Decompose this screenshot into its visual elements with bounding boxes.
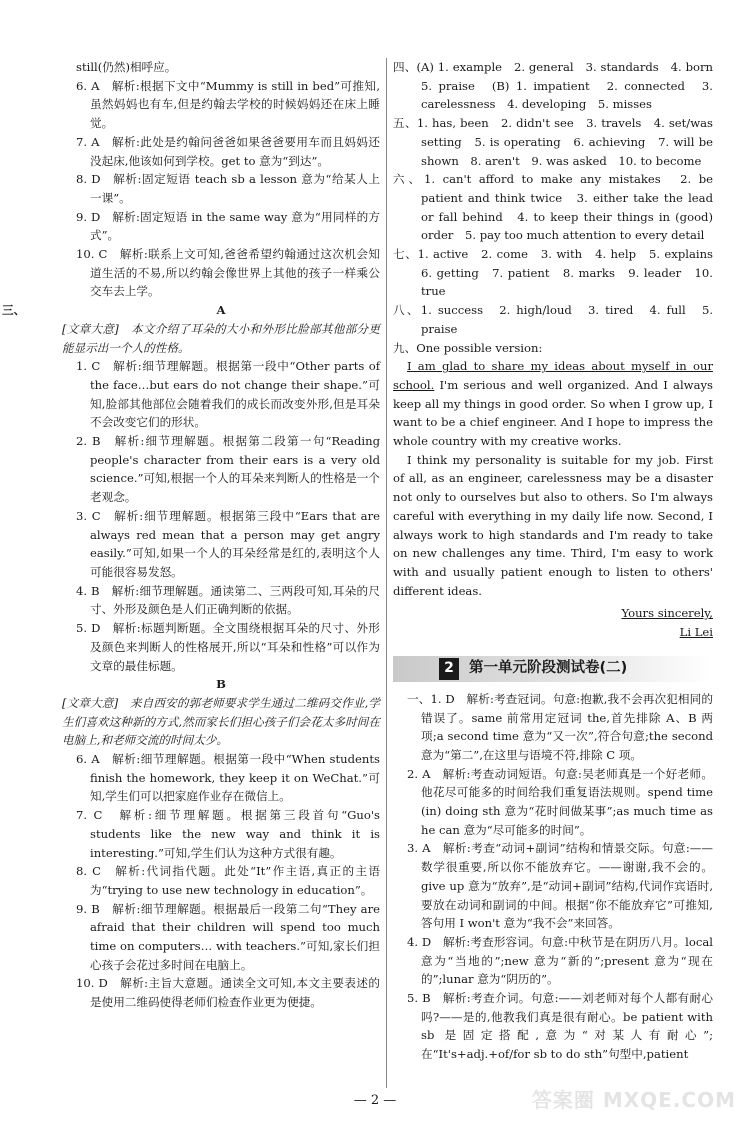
test-2-answers	[393, 690, 713, 1064]
summary-a: [文章大意] 本文介绍了耳朵的大小和外形比脸部其他部分更能显示出一个人的性格。	[62, 321, 380, 355]
section-4-answers	[393, 58, 725, 114]
section-3-header	[2, 301, 380, 320]
answer-item: 5. B 解析:考查介词。句意:——刘老师对每个人都有耐心吗?——是的,他教我们真是很有耐心。be patient with sb 是固定搭配,意为“对某人有耐心”;在“It's+adj.+of/for sb to do sth”句型中,patient	[407, 991, 713, 1062]
text-line: still(仍然)相呼应。	[76, 60, 177, 74]
part-a-answers	[62, 357, 380, 675]
section-3-mark: 三、	[2, 303, 26, 318]
section-5-answers	[393, 114, 713, 170]
answer-item: 八、1. success 2. high/loud 3. tired 4. full 5. praise	[393, 303, 713, 336]
part-a-heading: A	[216, 303, 226, 318]
page-number: — 2 —	[353, 1093, 397, 1108]
column-divider	[386, 58, 387, 1088]
essay-underlined-sentence: I am glad to share my ideas about myself in our school.	[393, 359, 713, 392]
answer-item: 1. C 解析:细节理解题。根据第一段中“Other parts of the face…but ears do not change their shape.”可知,脸部其他部位会随着我们的成长而改变外形,但是耳朵不会改变它们的形状。	[76, 359, 380, 430]
answer-item: 五、1. has, been 2. didn't see 3. travels 4. set/was setting 5. is operating 6. achieving 7. will be shown 8. aren't 9. was asked 10. to become	[393, 116, 713, 168]
answer-item: 8. D 解析:固定短语 teach sb a lesson 意为“给某人上一课”。	[76, 172, 380, 205]
essay-paragraph-2: I think my personality is suitable for my job. First of all, as an engineer, carelessness may be a disaster not only to ourselves but also to others. So I'm always careful with everything in my daily life now. Second, I always work to high standards and I'm ready to take on new challenges any time. Third, I'm easy to work with and usually patient enough to listen to others' different ideas.	[393, 452, 713, 598]
answer-item: 六、1. can't afford to make any mistakes 2. be patient and think twice 3. either take the lead or fall behind 4. to keep their things in (good) order 5. pay too much attention to every detail	[393, 172, 713, 243]
part-b-heading: B	[216, 677, 226, 692]
essay-paragraph-1	[393, 357, 713, 451]
watermark-logo: 答案圈 MXQE.COM	[531, 1088, 736, 1112]
answer-item: 3. A 解析:考查“动词+副词”结构和情景交际。句意:——数学很重要,所以你不能放弃它。——谢谢,我不会的。give up 意为“放弃”,是“动词+副词”结构,代词作宾语时,要放在动词和副词的中间。根据“你不能放弃它”可推知,答句用 I won't 意为“我不会”来回答。	[407, 841, 713, 931]
answer-item: 2. B 解析:细节理解题。根据第二段第一句“Reading people's character from their ears is a very old science.”可知,根据一个人的耳朵来判断人的性格是一个老观念。	[76, 434, 380, 505]
answer-item: 7. C 解析:细节理解题。根据第三段首句“Guo's students like the new way and think it is interesting.”可知,学生们认为这种方式很有趣。	[76, 808, 380, 860]
answer-item: 2. A 解析:考查动词短语。句意:吴老师真是一个好老师。他花尽可能多的时间给我们重复语法规则。spend time (in) doing sth 意为“花时间做某事”;as much time as he can 意为“尽可能多的时间”。	[407, 766, 713, 837]
banner-number: 2	[439, 658, 459, 680]
answer-item: 4. D 解析:考查形容词。句意:中秋节是在阴历八月。local 意为“当地的”;new 意为“新的”;present 意为“现在的”;lunar 意为“阴历的”。	[407, 934, 713, 987]
section-6-answers	[393, 170, 713, 245]
answer-item: 一、1. D 解析:考查冠词。句意:抱歉,我不会再次犯相同的错误了。same 前常用定冠词 the,首先排除 A、B 两项;a second time 意为“又一次”,符合句意;the second 意为“第二”,在这里与语境不符,排除 C 项。	[407, 691, 713, 762]
answer-item: 七、1. active 2. come 3. with 4. help 5. explains 6. getting 7. patient 8. marks 9. leader 10. true	[393, 247, 725, 299]
answer-item: 9. B 解析:细节理解题。根据最后一段第二句“They are afraid that their children will spend too much time on computers… with teachers.”可知,家长们担心孩子会花过多时间在电脑上。	[76, 901, 380, 972]
answer-item: 6. A 解析:根据下文中“Mummy is still in bed”可推知,虽然妈妈也有车,但是约翰去学校的时候妈妈还在床上睡觉。	[76, 78, 380, 131]
answer-item: 10. C 解析:联系上文可知,爸爸希望约翰通过这次机会知道生活的不易,所以约翰会像世界上其他的孩子一样乘公交车去上学。	[76, 247, 380, 299]
section-9-intro: 九、One possible version:	[393, 340, 543, 355]
answer-item: 四、(A) 1. example 2. general 3. standards 4. born 5. praise (B) 1. impatient 2. connected 3. carelessness 4. developing 5. misses	[393, 60, 725, 112]
answer-item: 4. B 解析:细节理解题。通读第二、三两段可知,耳朵的尺寸、外形及颜色是人们正确判断的依据。	[76, 583, 380, 617]
banner-title: 第一单元阶段测试卷(二)	[469, 660, 628, 677]
answer-item: 10. D 解析:主旨大意题。通读全文可知,本文主要表述的是使用二维码使得老师们检查作业更为便捷。	[76, 976, 380, 1010]
left-column	[2, 58, 380, 1012]
right-column	[393, 58, 725, 1064]
part-b-answers	[62, 750, 380, 1012]
answer-item: 7. A 解析:此处是约翰问爸爸如果爸爸要用车而且妈妈还没起床,他该如何到学校。get to 意为“到达”。	[76, 134, 380, 168]
answer-item: 9. D 解析:固定短语 in the same way 意为“用同样的方式”。	[76, 209, 380, 243]
answer-item: 8. C 解析:代词指代题。此处“It”作主语,真正的主语为“trying to use new technology in education”。	[76, 864, 380, 897]
summary-b: [文章大意] 来自西安的郭老师要求学生通过二维码交作业,学生们喜欢这种新的方式,然而家长们担心孩子们会花太多时间在电脑上,和老师交流的时间太少。	[62, 695, 380, 748]
section-7-answers	[393, 245, 725, 301]
answer-item: 6. A 解析:细节理解题。根据第一段中“When students finish the homework, they keep it on WeChat.”可知,学生们可以把家庭作业存在微信上。	[76, 752, 380, 804]
signature: Li Lei	[679, 625, 713, 640]
answer-item: 3. C 解析:细节理解题。根据第三段中“Ears that are always red mean that a person may get angry easily.”可知,如果一个人的耳朵经常是红的,表明这个人可能很容易发怒。	[76, 508, 380, 579]
answer-item: 5. D 解析:标题判断题。全文围绕根据耳朵的尺寸、外形及颜色来判断人的性格展开,所以“耳朵和性格”可以作为文章的最佳标题。	[76, 621, 380, 673]
essay-p1-text: I'm serious and well organized. And I always keep all my things in good order. So when I grow up, I want to be a chief engineer. And I hope to impress the whole country with my creative works.	[393, 377, 713, 449]
section-2-answers	[62, 77, 380, 301]
sign-off: Yours sincerely,	[621, 606, 713, 621]
section-8-answers	[393, 301, 713, 338]
test-banner	[393, 656, 713, 682]
